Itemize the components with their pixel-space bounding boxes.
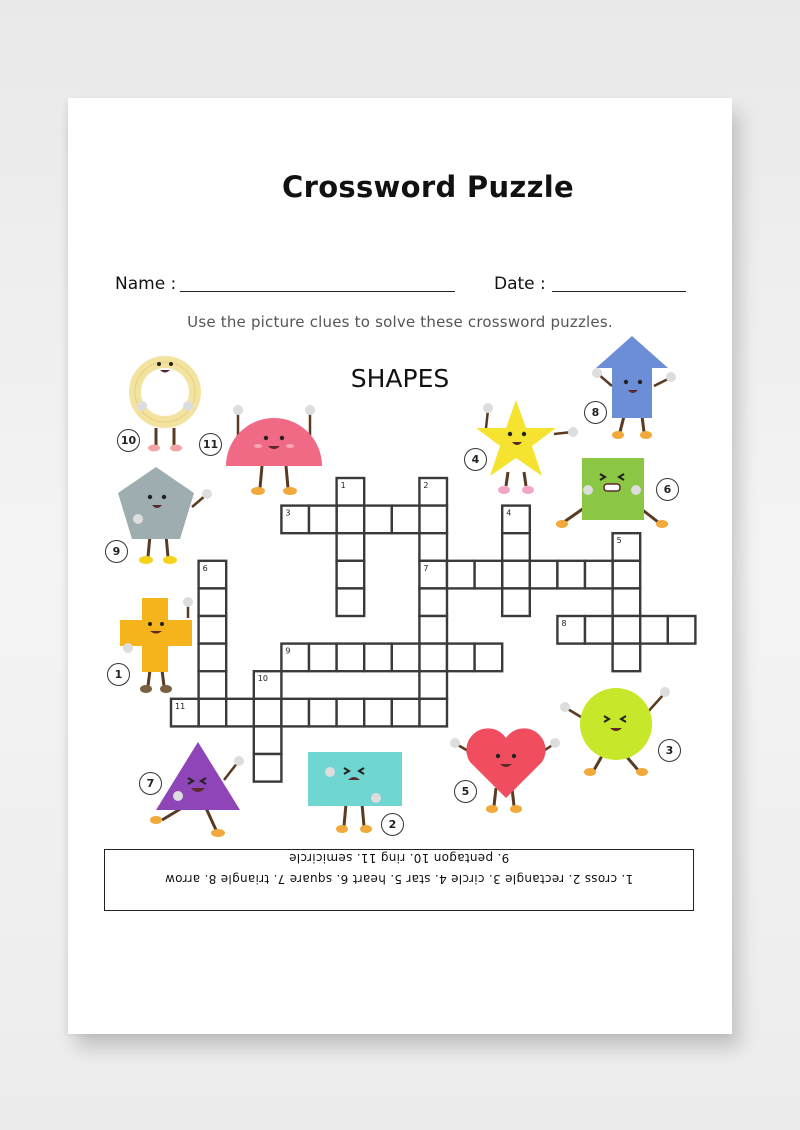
clue-number: 1 bbox=[340, 481, 346, 490]
crossword-cell[interactable] bbox=[171, 699, 199, 727]
arrow-character bbox=[590, 334, 690, 444]
clue-number: 6 bbox=[202, 563, 208, 573]
crossword-cell[interactable] bbox=[668, 616, 696, 644]
date-label: Date : bbox=[494, 274, 546, 294]
crossword-cell[interactable] bbox=[419, 533, 447, 561]
crossword-cell[interactable] bbox=[613, 588, 641, 616]
clue-number: 5 bbox=[616, 536, 622, 546]
clue-number: 2 bbox=[423, 481, 429, 490]
crossword-cell[interactable] bbox=[475, 561, 503, 589]
crossword-cell[interactable] bbox=[364, 644, 392, 672]
crossword-cell[interactable] bbox=[419, 506, 447, 534]
crossword-cell[interactable] bbox=[281, 506, 309, 534]
crossword-cell[interactable] bbox=[364, 699, 392, 727]
crossword-cell[interactable] bbox=[392, 699, 420, 727]
crossword-cell[interactable] bbox=[337, 644, 365, 672]
crossword-cell[interactable] bbox=[337, 506, 365, 534]
crossword-cell[interactable] bbox=[419, 561, 447, 589]
crossword-cell[interactable] bbox=[281, 644, 309, 672]
crossword-cell[interactable] bbox=[475, 644, 503, 672]
answer-key-line-1: 1. cross 2. rectangle 3. circle 4. star 5. heart 6. square 7. triangle 8. arrow bbox=[164, 872, 634, 886]
crossword-cell[interactable] bbox=[199, 671, 227, 699]
clue-number: 11 bbox=[175, 701, 186, 711]
clue-badge-8: 8 bbox=[584, 401, 607, 424]
page-title: Crossword Puzzle bbox=[282, 170, 574, 204]
crossword-cell[interactable] bbox=[392, 506, 420, 534]
crossword-cell[interactable] bbox=[337, 561, 365, 589]
crossword-cell[interactable] bbox=[640, 616, 668, 644]
crossword-cell[interactable] bbox=[392, 644, 420, 672]
clue-badge-2: 2 bbox=[381, 813, 404, 836]
clue-badge-3: 3 bbox=[658, 739, 681, 762]
clue-number: 8 bbox=[561, 619, 567, 628]
square-character bbox=[554, 456, 674, 536]
crossword-cell[interactable] bbox=[419, 699, 447, 727]
crossword-cell[interactable] bbox=[254, 726, 282, 754]
name-field[interactable] bbox=[180, 291, 455, 292]
triangle-character bbox=[148, 740, 248, 840]
crossword-cell[interactable] bbox=[281, 699, 309, 727]
crossword-cell[interactable] bbox=[309, 699, 337, 727]
crossword-cell[interactable] bbox=[419, 644, 447, 672]
crossword-cell[interactable] bbox=[199, 699, 227, 727]
crossword-cell[interactable] bbox=[337, 478, 365, 506]
clue-number: 7 bbox=[423, 563, 429, 573]
crossword-cell[interactable] bbox=[613, 533, 641, 561]
crossword-cell[interactable] bbox=[337, 588, 365, 616]
crossword-cell[interactable] bbox=[447, 561, 475, 589]
crossword-cell[interactable] bbox=[613, 561, 641, 589]
clue-number: 3 bbox=[285, 508, 291, 518]
crossword-cell[interactable] bbox=[226, 699, 254, 727]
subject-heading: SHAPES bbox=[350, 364, 450, 393]
crossword-cell[interactable] bbox=[199, 644, 227, 672]
clue-badge-1: 1 bbox=[107, 663, 130, 686]
crossword-cell[interactable] bbox=[502, 506, 530, 534]
name-label: Name : bbox=[115, 274, 177, 294]
answer-key-line-2: 9. pentagon 10. ring 11. semicircle bbox=[288, 851, 510, 865]
crossword-cell[interactable] bbox=[613, 616, 641, 644]
crossword-cell[interactable] bbox=[447, 644, 475, 672]
crossword-cell[interactable] bbox=[613, 644, 641, 672]
crossword-cell[interactable] bbox=[585, 561, 613, 589]
crossword-cell[interactable] bbox=[419, 588, 447, 616]
crossword-cell[interactable] bbox=[309, 506, 337, 534]
crossword-cell[interactable] bbox=[502, 533, 530, 561]
clue-number: 9 bbox=[285, 646, 291, 656]
circle-character bbox=[560, 686, 672, 778]
crossword-cell[interactable] bbox=[585, 616, 613, 644]
pentagon-character bbox=[114, 465, 214, 570]
clue-badge-9: 9 bbox=[105, 540, 128, 563]
clue-badge-5: 5 bbox=[454, 780, 477, 803]
crossword-cell[interactable] bbox=[502, 588, 530, 616]
crossword-cell[interactable] bbox=[502, 561, 530, 589]
crossword-cell[interactable] bbox=[199, 616, 227, 644]
clue-number: 10 bbox=[257, 674, 268, 684]
crossword-cell[interactable] bbox=[254, 699, 282, 727]
clue-badge-10: 10 bbox=[117, 429, 140, 452]
answer-key bbox=[104, 849, 694, 911]
clue-number: 4 bbox=[506, 508, 512, 518]
instructions: Use the picture clues to solve these crossword puzzles. bbox=[187, 313, 613, 331]
crossword-cell[interactable] bbox=[530, 561, 558, 589]
clue-badge-6: 6 bbox=[656, 478, 679, 501]
clue-badge-11: 11 bbox=[199, 433, 222, 456]
semicircle-character bbox=[222, 400, 327, 500]
crossword-cell[interactable] bbox=[309, 644, 337, 672]
crossword-cell[interactable] bbox=[254, 754, 282, 782]
crossword-cell[interactable] bbox=[419, 478, 447, 506]
date-field[interactable] bbox=[552, 291, 686, 292]
crossword-cell[interactable] bbox=[199, 588, 227, 616]
clue-badge-4: 4 bbox=[464, 448, 487, 471]
crossword-cell[interactable] bbox=[337, 699, 365, 727]
crossword-cell[interactable] bbox=[419, 616, 447, 644]
clue-badge-7: 7 bbox=[139, 772, 162, 795]
crossword-cell[interactable] bbox=[337, 533, 365, 561]
crossword-cell[interactable] bbox=[557, 616, 585, 644]
crossword-cell[interactable] bbox=[419, 671, 447, 699]
crossword-cell[interactable] bbox=[364, 506, 392, 534]
crossword-cell[interactable] bbox=[254, 671, 282, 699]
crossword-cell[interactable] bbox=[557, 561, 585, 589]
